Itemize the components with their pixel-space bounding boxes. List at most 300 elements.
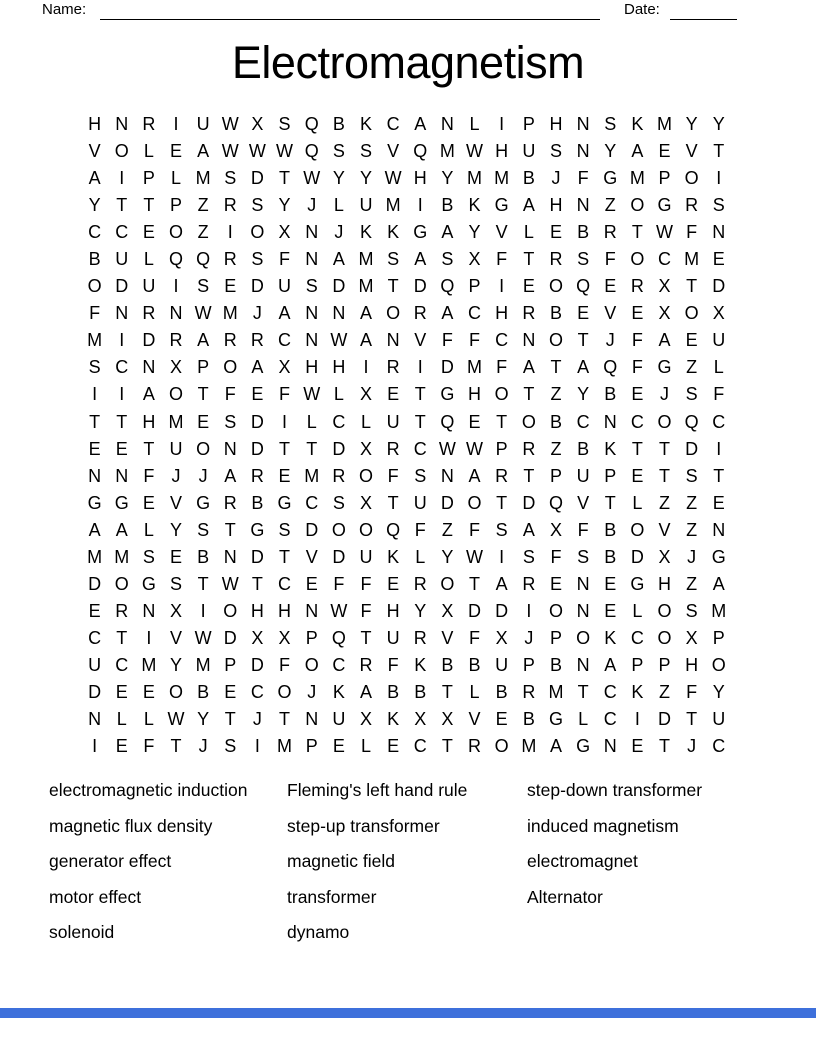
grid-cell: S [549, 141, 562, 162]
grid-cell: K [631, 114, 644, 135]
grid-cell: B [197, 682, 210, 702]
grid-cell: E [142, 222, 155, 243]
grid-cell: W [330, 330, 348, 351]
grid-cell: U [495, 654, 509, 675]
grid-cell: B [387, 682, 400, 702]
grid-cell: K [414, 654, 427, 675]
grid-cell: B [604, 384, 617, 405]
grid-cell: P [468, 276, 481, 297]
grid-cell: X [441, 600, 454, 621]
grid-cell: T [360, 627, 372, 648]
word-list-item: step-up transformer [287, 815, 440, 836]
grid-cell: A [522, 357, 535, 378]
grid-cell: J [551, 168, 561, 189]
grid-cell: D [250, 276, 264, 297]
grid-cell: T [251, 573, 263, 594]
grid-cell: O [684, 303, 699, 324]
footer-accent-bar [0, 1008, 816, 1018]
grid-cell: E [115, 682, 128, 702]
grid-cell: T [659, 465, 671, 486]
grid-cell: R [250, 330, 264, 351]
grid-cell: F [631, 357, 643, 378]
grid-cell: O [196, 438, 211, 459]
grid-cell: E [142, 682, 155, 702]
grid-cell: X [251, 114, 264, 135]
grid-cell: T [659, 736, 671, 757]
grid-cell: T [713, 465, 725, 486]
grid-cell: P [549, 627, 562, 648]
grid-cell: R [223, 249, 237, 270]
grid-cell: E [549, 573, 562, 594]
grid-cell: F [387, 654, 399, 675]
grid-cell: B [441, 195, 454, 216]
grid-cell: P [305, 627, 318, 648]
grid-cell: P [169, 195, 182, 216]
grid-cell: J [605, 330, 615, 351]
grid-cell: Q [331, 627, 346, 648]
grid-cell: S [224, 736, 237, 757]
grid-cell: T [523, 384, 535, 405]
grid-cell: S [278, 519, 291, 540]
grid-cell: I [119, 384, 125, 405]
word-column-3 [527, 773, 702, 915]
grid-cell: T [604, 492, 616, 513]
grid-cell: C [305, 492, 319, 513]
grid-cell: P [495, 438, 508, 459]
grid-cell: E [468, 411, 481, 432]
grid-cell: C [88, 222, 102, 243]
grid-cell: N [603, 736, 617, 757]
grid-cell: W [167, 709, 185, 730]
grid-cell: A [441, 303, 454, 324]
word-list-item: magnetic field [287, 851, 395, 872]
word-list-item: transformer [287, 886, 377, 907]
date-label: Date: [624, 1, 660, 18]
grid-cell: J [334, 222, 344, 243]
grid-cell: R [413, 303, 427, 324]
grid-cell: M [467, 168, 483, 189]
grid-cell: D [413, 276, 427, 297]
grid-cell: F [686, 222, 698, 243]
grid-cell: J [252, 709, 262, 730]
grid-cell: Q [304, 114, 319, 135]
grid-cell: T [387, 276, 399, 297]
grid-cell: D [250, 546, 264, 567]
grid-cell: E [495, 709, 508, 730]
grid-cell: D [332, 438, 346, 459]
grid-cell: B [549, 303, 562, 324]
grid-cell: A [251, 357, 264, 378]
grid-cell: S [142, 546, 155, 567]
grid-cell: P [658, 654, 671, 675]
grid-cell: W [303, 168, 321, 189]
grid-cell: X [441, 709, 454, 730]
grid-cell: H [413, 168, 427, 189]
grid-cell: E [658, 141, 671, 162]
grid-cell: A [414, 114, 427, 135]
grid-cell: S [332, 141, 345, 162]
grid-cell: W [248, 141, 266, 162]
grid-cell: C [332, 411, 346, 432]
grid-cell: O [358, 519, 373, 540]
grid-cell: I [173, 276, 179, 297]
grid-cell: B [332, 114, 345, 135]
grid-cell: R [495, 465, 509, 486]
grid-cell: G [494, 195, 509, 216]
grid-cell: T [441, 736, 453, 757]
grid-cell: R [386, 438, 400, 459]
grid-cell: P [224, 654, 237, 675]
grid-cell: E [387, 384, 400, 405]
grid-cell: I [499, 546, 505, 567]
grid-cell: Y [332, 168, 345, 189]
grid-cell: P [658, 168, 671, 189]
grid-cell: O [630, 519, 645, 540]
grid-cell: E [332, 736, 345, 757]
grid-cell: M [304, 465, 320, 486]
grid-cell: T [387, 492, 399, 513]
grid-cell: K [387, 222, 400, 243]
grid-cell: T [713, 141, 725, 162]
grid-cell: D [250, 654, 264, 675]
grid-cell: K [468, 195, 481, 216]
grid-cell: G [440, 384, 455, 405]
grid-cell: J [171, 465, 181, 486]
grid-cell: D [630, 546, 644, 567]
grid-cell: S [278, 114, 291, 135]
grid-cell: F [577, 519, 589, 540]
grid-cell: E [712, 249, 725, 270]
grid-cell: W [466, 141, 484, 162]
grid-cell: N [522, 330, 536, 351]
grid-cell: C [115, 357, 129, 378]
grid-cell: F [279, 384, 291, 405]
grid-cell: P [305, 736, 318, 757]
grid-cell: O [576, 627, 591, 648]
grid-cell: A [631, 141, 644, 162]
grid-cell: F [469, 330, 481, 351]
grid-cell: S [197, 519, 210, 540]
grid-cell: M [548, 682, 564, 702]
grid-cell: H [685, 654, 699, 675]
grid-cell: D [250, 438, 264, 459]
grid-cell: D [250, 168, 264, 189]
grid-cell: D [115, 276, 129, 297]
grid-cell: X [414, 709, 427, 730]
grid-cell: S [441, 249, 454, 270]
grid-cell: O [630, 195, 645, 216]
grid-cell: R [522, 573, 536, 594]
grid-cell: R [359, 654, 373, 675]
grid-cell: V [88, 141, 101, 162]
grid-cell: S [224, 168, 237, 189]
grid-cell: N [576, 141, 590, 162]
grid-cell: Z [686, 357, 698, 378]
grid-cell: C [712, 411, 726, 432]
grid-cell: C [278, 573, 292, 594]
grid-cell: K [359, 222, 372, 243]
grid-cell: A [197, 330, 210, 351]
grid-cell: D [88, 573, 102, 594]
grid-cell: G [277, 492, 292, 513]
grid-cell: N [305, 709, 319, 730]
grid-cell: Q [304, 141, 319, 162]
grid-cell: P [549, 465, 562, 486]
grid-cell: H [278, 600, 292, 621]
grid-cell: N [386, 330, 400, 351]
grid-cell: Z [686, 492, 698, 513]
grid-cell: L [143, 709, 154, 730]
grid-cell: O [168, 222, 183, 243]
grid-cell: C [712, 736, 726, 757]
grid-cell: M [87, 546, 103, 567]
grid-cell: M [87, 330, 103, 351]
grid-cell: E [224, 682, 237, 702]
grid-cell: D [468, 600, 482, 621]
grid-cell: H [305, 357, 319, 378]
grid-cell: R [386, 357, 400, 378]
grid-cell: S [685, 465, 698, 486]
grid-cell: M [141, 654, 157, 675]
grid-cell: U [196, 114, 210, 135]
grid-cell: V [658, 519, 671, 540]
grid-cell: A [88, 168, 101, 189]
grid-cell: H [549, 114, 563, 135]
grid-cell: L [360, 411, 371, 432]
grid-cell: F [360, 600, 372, 621]
grid-cell: V [169, 627, 182, 648]
grid-cell: T [116, 195, 128, 216]
grid-cell: O [440, 573, 455, 594]
grid-cell: M [467, 357, 483, 378]
grid-cell: D [250, 411, 264, 432]
grid-cell: S [169, 573, 182, 594]
grid-cell: A [658, 330, 671, 351]
grid-cell: U [413, 492, 427, 513]
grid-cell: D [685, 438, 699, 459]
grid-cell: I [173, 114, 179, 135]
grid-cell: Z [659, 492, 671, 513]
grid-cell: F [604, 249, 616, 270]
grid-cell: L [469, 114, 480, 135]
grid-cell: V [604, 303, 617, 324]
word-column-2 [287, 773, 467, 951]
grid-cell: Q [576, 276, 591, 297]
grid-cell: B [604, 546, 617, 567]
grid-cell: T [279, 709, 291, 730]
grid-cell: E [142, 492, 155, 513]
grid-cell: Y [441, 546, 454, 567]
grid-cell: N [440, 114, 454, 135]
grid-cell: X [278, 627, 291, 648]
grid-cell: D [658, 709, 672, 730]
grid-cell: Y [359, 168, 372, 189]
grid-cell: E [197, 411, 210, 432]
grid-cell: X [549, 519, 562, 540]
grid-cell: M [684, 249, 700, 270]
grid-cell: B [522, 709, 535, 730]
grid-cell: I [716, 168, 722, 189]
grid-cell: J [687, 736, 697, 757]
grid-cell: G [141, 573, 156, 594]
grid-cell: F [89, 303, 101, 324]
grid-cell: W [438, 438, 456, 459]
grid-cell: R [413, 627, 427, 648]
grid-cell: D [522, 492, 536, 513]
grid-cell: Y [88, 195, 101, 216]
grid-cell: A [522, 195, 535, 216]
grid-cell: E [631, 384, 644, 405]
grid-cell: M [521, 736, 537, 757]
grid-cell: T [279, 546, 291, 567]
grid-cell: N [88, 709, 102, 730]
grid-cell: O [358, 465, 373, 486]
grid-cell: I [146, 627, 152, 648]
grid-cell: W [221, 141, 239, 162]
grid-cell: R [549, 249, 563, 270]
grid-cell: P [142, 168, 155, 189]
grid-cell: I [92, 384, 98, 405]
word-grid [81, 111, 732, 760]
grid-cell: N [305, 600, 319, 621]
grid-cell: U [712, 330, 726, 351]
grid-cell: O [304, 654, 319, 675]
grid-cell: T [197, 573, 209, 594]
grid-cell: N [115, 114, 129, 135]
grid-cell: Y [197, 709, 210, 730]
grid-cell: O [548, 330, 563, 351]
grid-cell: W [466, 546, 484, 567]
grid-cell: K [604, 438, 617, 459]
grid-cell: L [116, 709, 127, 730]
grid-cell: E [169, 546, 182, 567]
grid-cell: O [168, 682, 183, 702]
grid-cell: T [523, 465, 535, 486]
grid-cell: N [305, 222, 319, 243]
grid-cell: K [387, 709, 400, 730]
grid-cell: N [142, 357, 156, 378]
grid-cell: U [142, 276, 156, 297]
grid-cell: L [143, 249, 154, 270]
word-list-item: electromagnet [527, 851, 638, 872]
grid-cell: F [143, 736, 155, 757]
grid-cell: X [495, 627, 508, 648]
grid-cell: B [495, 682, 508, 702]
grid-cell: Q [440, 411, 455, 432]
grid-cell: Q [413, 141, 428, 162]
grid-cell: I [119, 330, 125, 351]
grid-cell: O [548, 276, 563, 297]
grid-cell: A [359, 682, 372, 702]
grid-cell: U [386, 411, 400, 432]
grid-cell: S [88, 357, 101, 378]
grid-cell: B [251, 492, 264, 513]
grid-cell: Y [712, 682, 725, 702]
grid-cell: R [468, 736, 482, 757]
grid-cell: M [711, 600, 727, 621]
grid-cell: R [250, 465, 264, 486]
grid-cell: X [359, 709, 372, 730]
grid-cell: A [549, 736, 562, 757]
grid-cell: Y [685, 114, 698, 135]
grid-cell: Z [604, 195, 616, 216]
grid-cell: E [387, 573, 400, 594]
grid-cell: S [224, 411, 237, 432]
grid-cell: S [685, 600, 698, 621]
grid-cell: N [576, 195, 590, 216]
grid-cell: T [197, 384, 209, 405]
grid-cell: N [88, 465, 102, 486]
grid-cell: O [277, 682, 292, 702]
grid-cell: T [279, 168, 291, 189]
grid-cell: L [333, 195, 344, 216]
grid-cell: L [143, 519, 154, 540]
grid-cell: X [658, 303, 671, 324]
grid-cell: E [224, 276, 237, 297]
grid-cell: K [387, 546, 400, 567]
grid-cell: V [495, 222, 508, 243]
grid-cell: B [522, 168, 535, 189]
grid-cell: P [631, 654, 644, 675]
grid-cell: C [603, 709, 617, 730]
grid-cell: W [221, 573, 239, 594]
grid-cell: X [658, 546, 671, 567]
grid-cell: F [496, 249, 508, 270]
grid-cell: Y [169, 654, 182, 675]
grid-cell: T [414, 411, 426, 432]
grid-cell: R [142, 114, 156, 135]
grid-cell: M [168, 411, 184, 432]
grid-cell: U [169, 438, 183, 459]
grid-cell: R [142, 303, 156, 324]
grid-cell: E [115, 736, 128, 757]
grid-cell: O [223, 357, 238, 378]
grid-cell: G [603, 168, 618, 189]
grid-cell: I [282, 411, 288, 432]
grid-cell: O [521, 411, 536, 432]
grid-cell: E [685, 330, 698, 351]
grid-cell: T [523, 249, 535, 270]
grid-cell: M [657, 114, 673, 135]
grid-cell: A [197, 141, 210, 162]
grid-cell: S [359, 141, 372, 162]
grid-cell: F [224, 384, 236, 405]
grid-cell: N [142, 600, 156, 621]
grid-cell: I [254, 736, 260, 757]
grid-cell: R [332, 465, 346, 486]
grid-cell: E [88, 600, 101, 621]
grid-cell: R [413, 573, 427, 594]
grid-cell: T [686, 276, 698, 297]
grid-cell: C [495, 330, 509, 351]
word-list-item: electromagnetic induction [49, 780, 248, 800]
grid-cell: T [631, 222, 643, 243]
grid-cell: I [417, 195, 423, 216]
grid-cell: M [222, 303, 238, 324]
grid-cell: H [250, 600, 264, 621]
grid-cell: X [468, 249, 481, 270]
grid-cell: M [114, 546, 130, 567]
grid-cell: Z [441, 519, 453, 540]
grid-cell: L [306, 411, 317, 432]
grid-cell: A [332, 249, 345, 270]
grid-cell: C [413, 438, 427, 459]
grid-cell: C [115, 654, 129, 675]
grid-cell: E [169, 141, 182, 162]
grid-cell: B [468, 654, 481, 675]
grid-cell: T [631, 438, 643, 459]
grid-cell: S [251, 249, 264, 270]
